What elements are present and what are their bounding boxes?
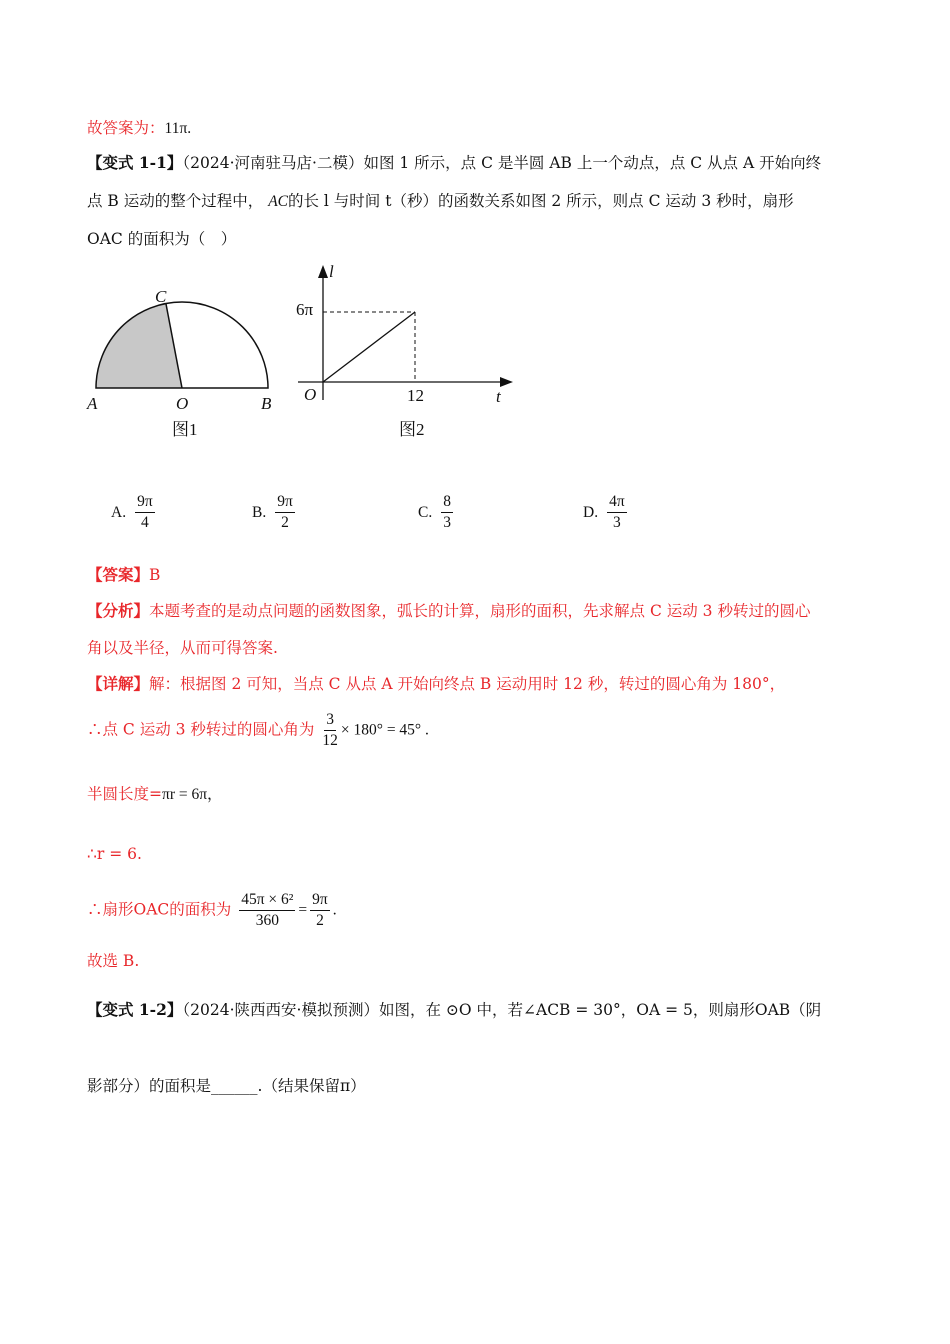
- detail-step-4: [87, 890, 337, 931]
- label-O: O: [176, 394, 189, 413]
- numerator: 3: [324, 710, 336, 731]
- step-math: × 180° = 45° .: [340, 721, 429, 739]
- option-fraction: [441, 492, 453, 533]
- y-axis-arrow: [318, 265, 328, 278]
- step-text: ∴r = 6.: [87, 845, 142, 863]
- denominator: 360: [255, 912, 279, 929]
- option-label: C.: [418, 503, 433, 521]
- denominator: 2: [316, 912, 324, 929]
- numerator: 8: [441, 492, 453, 513]
- x-axis-label: t: [496, 387, 501, 406]
- denominator: 3: [443, 514, 451, 531]
- question-tag: 【变式 1-1】: [87, 153, 183, 172]
- denominator: 2: [281, 514, 289, 531]
- detail-step-2: [87, 783, 223, 806]
- option-label: D.: [583, 503, 599, 521]
- answer-line: [87, 564, 160, 586]
- option-label: A.: [111, 503, 127, 521]
- question-text: 如图，在 ⊙O 中，若∠ACB = 30°，OA = 5，则扇形OAB（阴: [378, 1001, 822, 1019]
- step-math: πr = 6π，: [162, 786, 223, 803]
- label-B: B: [261, 394, 272, 413]
- question-text: 点 B 运动的整个过程中，: [87, 192, 264, 210]
- arc-notation: AC: [268, 193, 288, 210]
- option-fraction: [275, 492, 295, 533]
- question-1-line-2: [87, 190, 794, 213]
- equals: =: [298, 901, 308, 919]
- label-A: A: [87, 394, 98, 413]
- option-a[interactable]: [111, 492, 158, 533]
- question-text: OAC 的面积为（ ）: [87, 230, 237, 248]
- step-text: 半圆长度=: [87, 785, 162, 803]
- analysis-text: 角以及半径，从而可得答案.: [87, 639, 278, 657]
- numerator: 45π × 6²: [239, 890, 295, 911]
- answer-value: B: [149, 566, 161, 584]
- answer-blank[interactable]: ______: [211, 1077, 258, 1095]
- detail-text: 解：根据图 2 可知，当点 C 从点 A 开始向终点 B 运动用时 12 秒，转过的圆心角为 180°，: [149, 675, 786, 693]
- conclusion-text: 故选 B.: [87, 952, 140, 970]
- option-c[interactable]: [418, 492, 456, 533]
- detail-step-1: [87, 710, 429, 751]
- option-fraction: [607, 492, 627, 533]
- figure-1: [86, 287, 272, 439]
- answer-value: 11π.: [164, 120, 192, 137]
- option-label: B.: [252, 503, 267, 521]
- question-1-line-1: [87, 152, 821, 174]
- period: .: [332, 901, 337, 919]
- label-C: C: [155, 287, 167, 306]
- question-text: 影部分）的面积是: [87, 1077, 212, 1095]
- conclusion-line: [87, 950, 139, 972]
- analysis-line-2: [87, 637, 278, 659]
- step-text: ∴点 C 运动 3 秒转过的圆心角为: [87, 720, 315, 739]
- question-1-line-3: [87, 228, 236, 250]
- function-line: [323, 312, 415, 382]
- analysis-text: 本题考查的是动点问题的函数图象，弧长的计算，扇形的面积，先求解点 C 运动 3 秒转过的圆心: [149, 602, 811, 620]
- x-axis-arrow: [500, 377, 513, 387]
- analysis-tag: 【分析】: [87, 601, 150, 620]
- answer-label: 故答案为：: [87, 119, 165, 137]
- question-source: （2024·河南驻马店·二模）: [182, 154, 364, 172]
- fraction: [322, 710, 338, 751]
- y-tick-label: 6π: [296, 300, 314, 319]
- option-d[interactable]: [583, 492, 630, 533]
- question-2-line-1: [87, 999, 821, 1021]
- question-source: （2024·陕西西安·模拟预测）: [182, 1001, 379, 1019]
- fraction: [310, 890, 330, 931]
- step-text: ∴扇形OAC的面积为: [87, 900, 232, 919]
- analysis-line-1: [87, 600, 810, 622]
- numerator: 9π: [310, 890, 330, 911]
- x-tick-label: 12: [407, 386, 424, 405]
- question-text: 的长 l 与时间 t（秒）的函数关系如图 2 所示，则点 C 运动 3 秒时，扇形: [288, 192, 794, 210]
- previous-answer: [87, 117, 191, 140]
- figure-1-caption: 图1: [172, 420, 198, 439]
- detail-tag: 【详解】: [87, 674, 150, 693]
- denominator: 12: [322, 732, 338, 749]
- y-axis-label: l: [329, 262, 334, 281]
- numerator: 4π: [607, 492, 627, 513]
- question-text: 如图 1 所示，点 C 是半圆 AB 上一个动点，点 C 从点 A 开始向终: [363, 154, 822, 172]
- numerator: 9π: [135, 492, 155, 513]
- numerator: 9π: [275, 492, 295, 513]
- figure-2: [296, 262, 513, 439]
- origin-label: O: [304, 385, 317, 404]
- question-tag: 【变式 1-2】: [87, 1000, 183, 1019]
- question-text: .（结果保留π）: [257, 1077, 366, 1095]
- answer-tag: 【答案】: [87, 565, 150, 584]
- detail-line-1: [87, 673, 785, 695]
- denominator: 4: [140, 514, 149, 531]
- fraction: [239, 890, 295, 931]
- option-b[interactable]: [252, 492, 298, 533]
- denominator: 3: [612, 514, 621, 531]
- figures: [0, 255, 540, 455]
- option-fraction: [135, 492, 155, 533]
- detail-step-3: [87, 843, 142, 865]
- figure-2-caption: 图2: [399, 420, 425, 439]
- question-2-line-2: [87, 1075, 366, 1097]
